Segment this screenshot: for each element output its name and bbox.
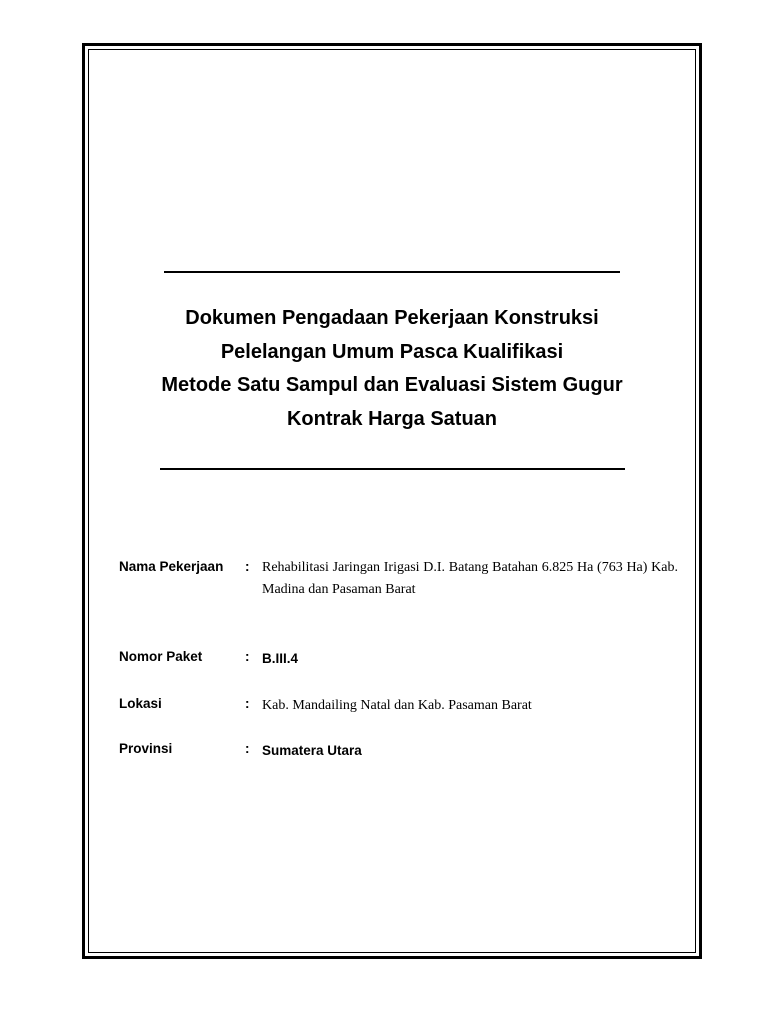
- field-label-nama-pekerjaan: Nama Pekerjaan: [119, 559, 224, 574]
- field-separator: :: [245, 649, 250, 664]
- field-separator: :: [245, 741, 250, 756]
- field-label-provinsi: Provinsi: [119, 741, 173, 756]
- field-value-lokasi: Kab. Mandailing Natal dan Kab. Pasaman Barat: [262, 698, 532, 713]
- field-separator: :: [245, 559, 250, 574]
- field-value-provinsi: Sumatera Utara: [262, 743, 362, 758]
- document-title: [100, 302, 684, 436]
- field-value-nama-pekerjaan: Rehabilitasi Jaringan Irigasi D.I. Batang Batahan 6.825 Ha (763 Ha) Kab. Madina dan Pasaman Barat: [262, 560, 678, 597]
- title-line-3: Metode Satu Sampul dan Evaluasi Sistem Gugur: [161, 374, 623, 396]
- title-line-2: Pelelangan Umum Pasca Kualifikasi: [220, 340, 564, 363]
- page-border-inner: [88, 49, 696, 953]
- title-rule-top: [164, 271, 620, 273]
- field-label-lokasi: Lokasi: [119, 696, 162, 711]
- title-line-1: Dokumen Pengadaan Pekerjaan Konstruksi: [185, 307, 599, 329]
- title-line-4: Kontrak Harga Satuan: [286, 407, 498, 430]
- field-value-nomor-paket: B.III.4: [262, 651, 299, 666]
- title-rule-bottom: [160, 468, 625, 470]
- field-separator: :: [245, 696, 250, 711]
- field-label-nomor-paket: Nomor Paket: [119, 649, 203, 664]
